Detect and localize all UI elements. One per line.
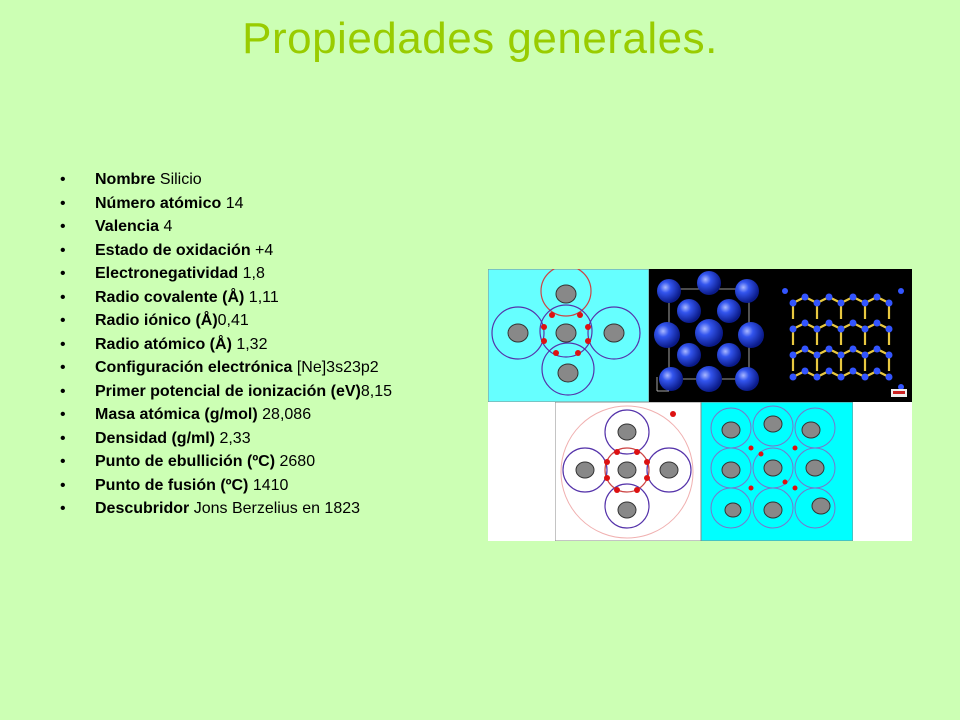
- bonding-diagram-1: [488, 269, 649, 402]
- list-item: [60, 288, 460, 307]
- property-label: Estado de oxidación: [95, 241, 251, 259]
- property-value: 8,15: [360, 382, 392, 400]
- property-value: 28,086: [257, 406, 312, 423]
- bonding-diagram-3: [701, 402, 853, 541]
- bullet-icon: •: [60, 312, 66, 329]
- list-item: [60, 499, 460, 518]
- bullet-icon: •: [60, 500, 66, 517]
- bullet-icon: •: [60, 335, 66, 353]
- bonding-diagram-2: [555, 402, 701, 541]
- property-list: [60, 170, 460, 523]
- property-label: Punto de ebullición (ºC): [95, 453, 276, 470]
- property-label: Radio atómico (Å): [95, 335, 232, 353]
- list-item: [60, 382, 460, 401]
- property-value: Jons Berzelius en 1823: [189, 500, 361, 517]
- page-title: Propiedades generales.: [242, 14, 718, 63]
- property-label: Electronegatividad: [95, 265, 239, 282]
- property-value: 0,41: [217, 312, 249, 329]
- bullet-icon: •: [60, 194, 66, 212]
- bullet-icon: •: [60, 171, 66, 188]
- property-value: 2,33: [215, 429, 251, 447]
- property-value: 1,32: [231, 335, 268, 353]
- bullet-icon: •: [60, 265, 66, 282]
- list-item: [60, 170, 460, 189]
- property-label: Radio covalente (Å): [95, 288, 245, 306]
- property-value: 2680: [275, 453, 316, 470]
- property-value: 1410: [248, 476, 289, 494]
- bullet-icon: •: [60, 429, 66, 447]
- property-value: 4: [159, 218, 173, 235]
- list-item: [60, 405, 460, 424]
- list-item: [60, 476, 460, 495]
- bullet-icon: •: [60, 288, 66, 306]
- bullet-icon: •: [60, 218, 66, 235]
- bullet-icon: •: [60, 359, 66, 376]
- bullet-icon: •: [60, 476, 66, 494]
- property-label: Punto de fusión (ºC): [95, 476, 249, 494]
- sphere-crystal-model: [649, 269, 771, 402]
- ball-stick-lattice: [771, 269, 912, 402]
- property-label: Descubridor: [95, 500, 190, 517]
- property-value: 1,11: [244, 288, 279, 306]
- property-value: Silicio: [155, 171, 202, 188]
- list-item: [60, 429, 460, 448]
- property-label: Valencia: [95, 218, 160, 235]
- bullet-icon: •: [60, 406, 66, 423]
- list-item: [60, 241, 460, 260]
- bullet-icon: •: [60, 241, 66, 259]
- list-item: [60, 264, 460, 283]
- list-item: [60, 311, 460, 330]
- list-item: [60, 194, 460, 213]
- property-label: Densidad (g/ml): [95, 429, 216, 447]
- list-item: [60, 358, 460, 377]
- list-item: [60, 217, 460, 236]
- list-item: [60, 335, 460, 354]
- property-label: Radio iónico (Å): [95, 312, 218, 329]
- property-value: 1,8: [238, 265, 265, 282]
- property-value: [Ne]3s23p2: [292, 359, 379, 376]
- list-item: [60, 452, 460, 471]
- property-label: Configuración electrónica: [95, 359, 293, 376]
- property-label: Número atómico: [95, 194, 222, 212]
- property-value: +4: [250, 241, 274, 259]
- property-label: Masa atómica (g/mol): [95, 406, 258, 423]
- property-label: Nombre: [95, 171, 156, 188]
- property-value: 14: [221, 194, 244, 212]
- bullet-icon: •: [60, 382, 66, 400]
- silicon-structure-figure: [488, 269, 912, 541]
- bullet-icon: •: [60, 453, 66, 470]
- property-label: Primer potencial de ionización (eV): [95, 382, 361, 400]
